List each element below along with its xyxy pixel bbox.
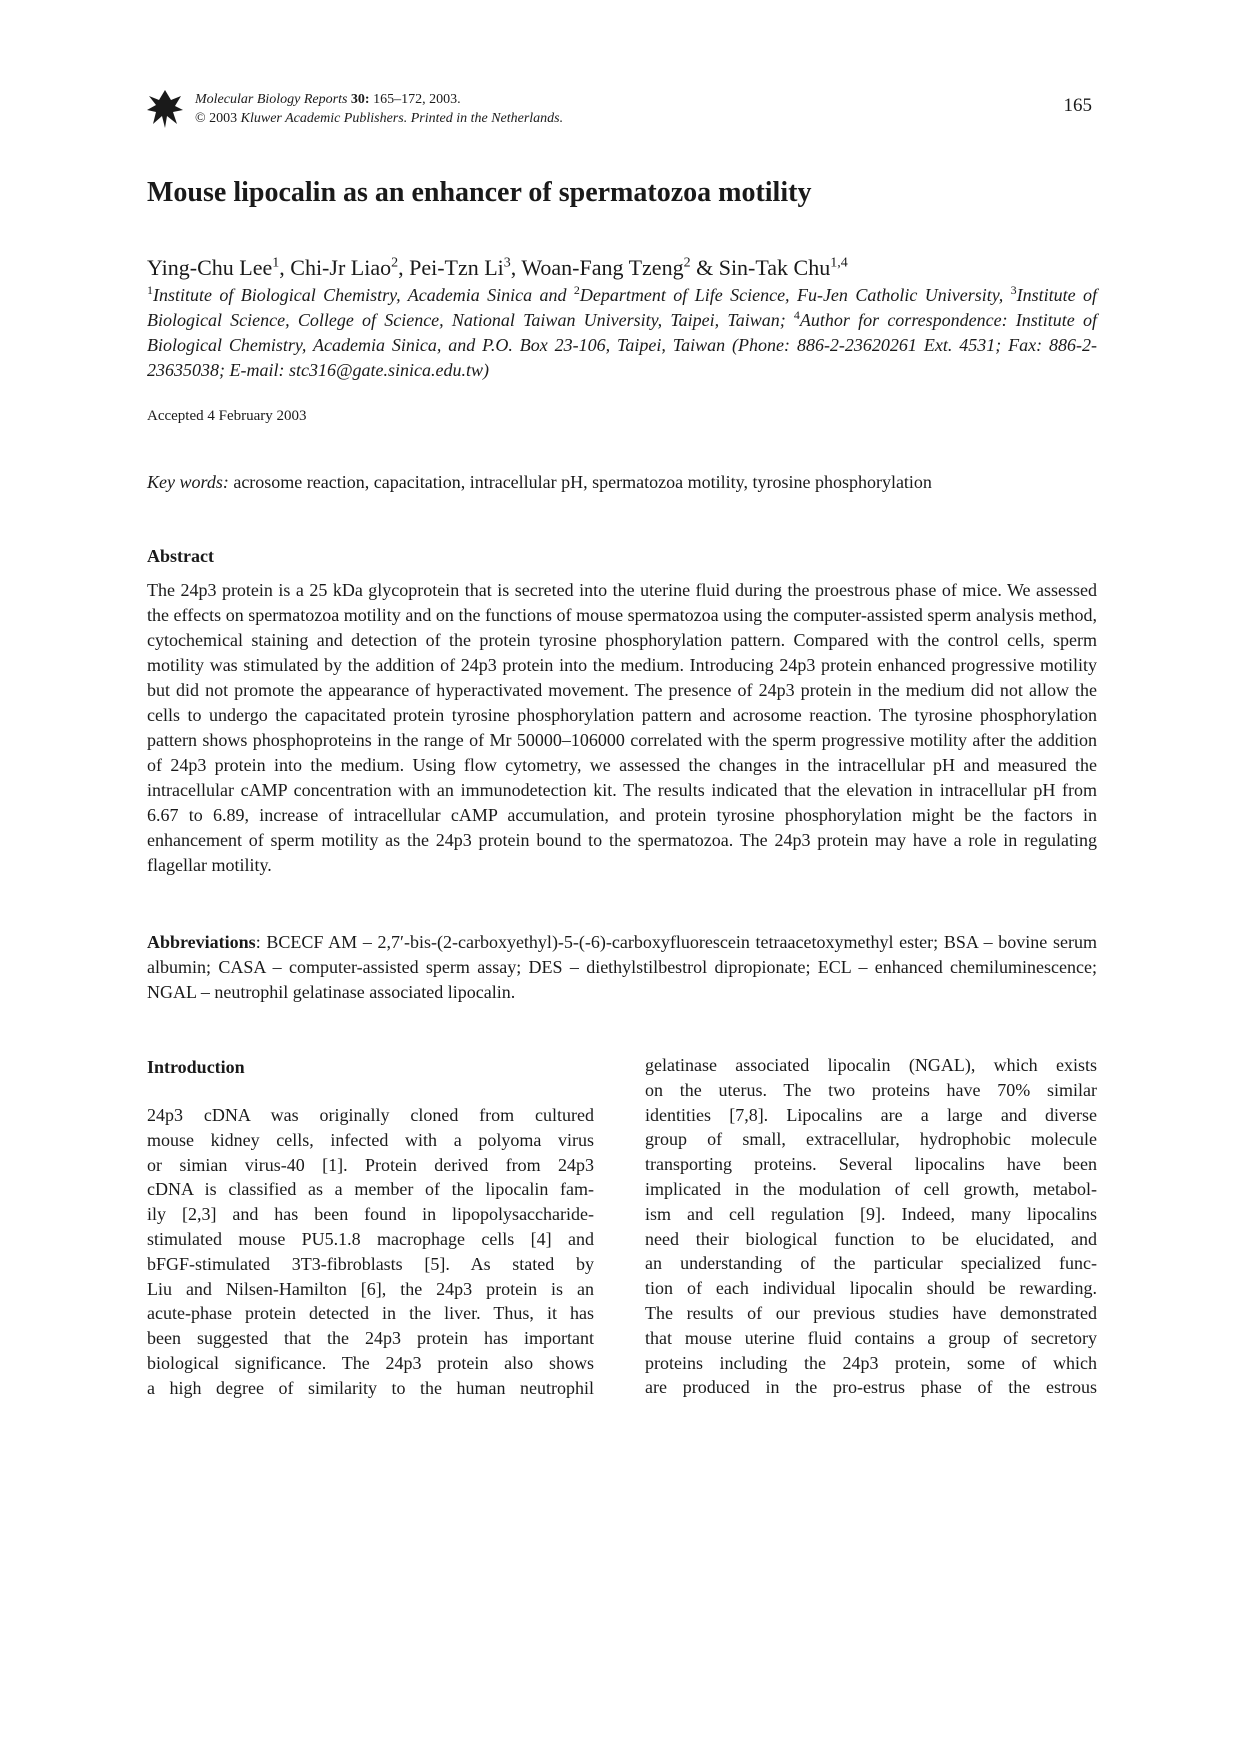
introduction-right-column xyxy=(645,1053,1097,1400)
text-line: mouse kidney cells, infected with a polyoma virus xyxy=(147,1129,594,1150)
abbreviations-label: Abbreviations xyxy=(147,932,256,952)
abstract-text: The 24p3 protein is a 25 kDa glycoprotein that is secreted into the uterine fluid during the proestrous phase of mice. We assessed the effects on spermatozoa motility and on the functions of mouse spermatozoa using the computer-assisted sperm analysis method, cytochemical staining and detection of the protein tyrosine phosphorylation pattern. Compared with the control cells, sperm motility was stimulated by the addition of 24p3 protein into the medium. Introducing 24p3 protein enhanced progressive motility but did not promote the appearance of hyperactivated movement. The presence of 24p3 protein in the medium did not allow the cells to undergo the capacitated protein tyrosine phosphorylation pattern and acrosome reaction. The tyrosine phosphorylation pattern shows phosphoproteins in the range of Mr 50000–106000 correlated with the sperm progressive motility after the addition of 24p3 protein into the medium. Using flow cytometry, we assessed the changes in the intracellular pH and measured the intracellular cAMP concentration with an immunodetection kit. The results indicated that the elevation in intracellular pH from 6.67 to 6.89, increase of intracellular cAMP accumulation, and protein tyrosine phosphorylation might be the factors in enhancement of sperm motility as the 24p3 protein bound to the spermatozoa. The 24p3 protein may have a role in regulating flagellar motility. xyxy=(147,580,1097,875)
text-line: or simian virus-40 [1]. Protein derived from 24p3 xyxy=(147,1154,594,1175)
text-line: on the uterus. The two proteins have 70% similar xyxy=(645,1079,1097,1100)
affiliations xyxy=(147,283,1097,383)
text-line: been suggested that the 24p3 protein has important xyxy=(147,1328,594,1349)
author-name: Woan-Fang Tzeng xyxy=(521,255,684,280)
introduction-heading: Introduction xyxy=(147,1057,245,1077)
journal-volume: 30: xyxy=(350,92,370,107)
text-line: acute-phase protein detected in the liver. Thus, it has xyxy=(147,1303,594,1324)
introduction-left-column xyxy=(147,1103,594,1401)
text-line: proteins including the 24p3 protein, some of which xyxy=(645,1352,1097,1373)
text-line: a high degree of similarity to the human neutrophil xyxy=(147,1377,594,1398)
text-line: ism and cell regulation [9]. Indeed, many lipocalins xyxy=(645,1203,1097,1224)
publisher-name: Kluwer Academic Publishers. xyxy=(240,111,408,126)
text-line: biological significance. The 24p3 protein also shows xyxy=(147,1352,594,1373)
text-line: an understanding of the particular specialized func- xyxy=(645,1253,1097,1274)
abbreviations-text: : BCECF AM – 2,7′-bis-(2-carboxyethyl)-5-(-6)-carboxyfluorescein tetraacetoxymethyl ester; BSA – bovine serum albumin; CASA – computer-assisted sperm assay; DES – diethylstilbestrol dipropionate; ECL – enhanced chemiluminescence; NGAL – neutrophil gelatinase associated lipocalin. xyxy=(147,932,1097,1002)
journal-pages-year: 165–172, 2003. xyxy=(373,92,461,107)
journal-name: Molecular Biology Reports xyxy=(195,92,348,107)
text-line: ily [2,3] and has been found in lipopolysaccharide- xyxy=(147,1204,594,1225)
text-line: group of small, extracellular, hydrophobic molecule xyxy=(645,1129,1097,1150)
author-affil-sup: 1 xyxy=(272,255,280,271)
text-line: tion of each individual lipocalin should be rewarding. xyxy=(645,1278,1097,1299)
affil-sup: 1 xyxy=(147,283,153,297)
keywords xyxy=(147,470,1097,495)
text-line: Liu and Nilsen-Hamilton [6], the 24p3 protein is an xyxy=(147,1278,594,1299)
text-line: identities [7,8]. Lipocalins are a large and diverse xyxy=(645,1104,1097,1125)
text-line: 24p3 cDNA was originally cloned from cultured xyxy=(147,1105,594,1125)
text-line: bFGF-stimulated 3T3-fibroblasts [5]. As stated by xyxy=(147,1253,594,1274)
text-line: stimulated mouse PU5.1.8 macrophage cells [4] and xyxy=(147,1228,594,1249)
author-sep: , xyxy=(510,255,522,280)
abstract-heading: Abstract xyxy=(147,546,214,566)
text-line: The results of our previous studies have demonstrated xyxy=(645,1302,1097,1323)
printed-in: Printed in the Netherlands. xyxy=(410,111,564,126)
author-affil-sup: 2 xyxy=(391,255,399,271)
keywords-text: acrosome reaction, capacitation, intracellular pH, spermatozoa motility, tyrosine phosphorylation xyxy=(228,472,932,492)
copyright-year: © 2003 xyxy=(195,111,238,126)
author-name: Ying-Chu Lee xyxy=(147,255,273,280)
author-affil-sup: 1,4 xyxy=(830,255,848,271)
page-number: 165 xyxy=(1063,95,1092,116)
author-name: Pei-Tzn Li xyxy=(409,255,504,280)
author-sep: , xyxy=(279,255,291,280)
author-name: Chi-Jr Liao xyxy=(290,255,392,280)
author-affil-sup: 3 xyxy=(503,255,511,271)
text-line: implicated in the modulation of cell growth, metabol- xyxy=(645,1178,1097,1199)
publisher-logo xyxy=(147,88,183,128)
text-line: gelatinase associated lipocalin (NGAL), which exists xyxy=(645,1055,1097,1075)
author-list xyxy=(147,254,1097,282)
affil-sup: 3 xyxy=(1010,283,1017,297)
text-line: that mouse uterine fluid contains a group of secretory xyxy=(645,1327,1097,1348)
journal-citation xyxy=(195,90,563,128)
affiliation-2: Department of Life Science, Fu-Jen Catholic University, xyxy=(579,285,1011,305)
affil-sup: 2 xyxy=(573,283,580,297)
text-line: need their biological function to be elucidated, and xyxy=(645,1228,1097,1249)
abbreviations xyxy=(147,930,1097,1005)
affiliation-1: Institute of Biological Chemistry, Academia Sinica and xyxy=(153,285,574,305)
text-line: are produced in the pro-estrus phase of the estrous xyxy=(645,1377,1097,1398)
affil-sup: 4 xyxy=(793,308,800,322)
accepted-date: Accepted 4 February 2003 xyxy=(147,408,307,424)
paper-title: Mouse lipocalin as an enhancer of spermatozoa motility xyxy=(147,177,812,208)
author-name: Sin-Tak Chu xyxy=(718,255,831,280)
text-line: cDNA is classified as a member of the lipocalin fam- xyxy=(147,1179,594,1200)
keywords-label: Key words: xyxy=(147,472,229,492)
author-affil-sup: 2 xyxy=(683,255,691,271)
author-sep: , xyxy=(398,255,410,280)
affiliation-3: Institute of Biological Science, College of Science, National Taiwan University, Taipei, Taiwan; xyxy=(147,285,1098,330)
correspondence: Author for correspondence: Institute of Biological Chemistry, Academia Sinica, and P.O. Box 23-106, Taipei, Taiwan (Phone: 886-2-23620261 Ext. 4531; Fax: 886-2-23635038; E-mail: stc316@gate.sinica.edu.tw) xyxy=(147,310,1097,380)
text-line: transporting proteins. Several lipocalins have been xyxy=(645,1154,1097,1175)
author-sep: & xyxy=(690,255,719,280)
